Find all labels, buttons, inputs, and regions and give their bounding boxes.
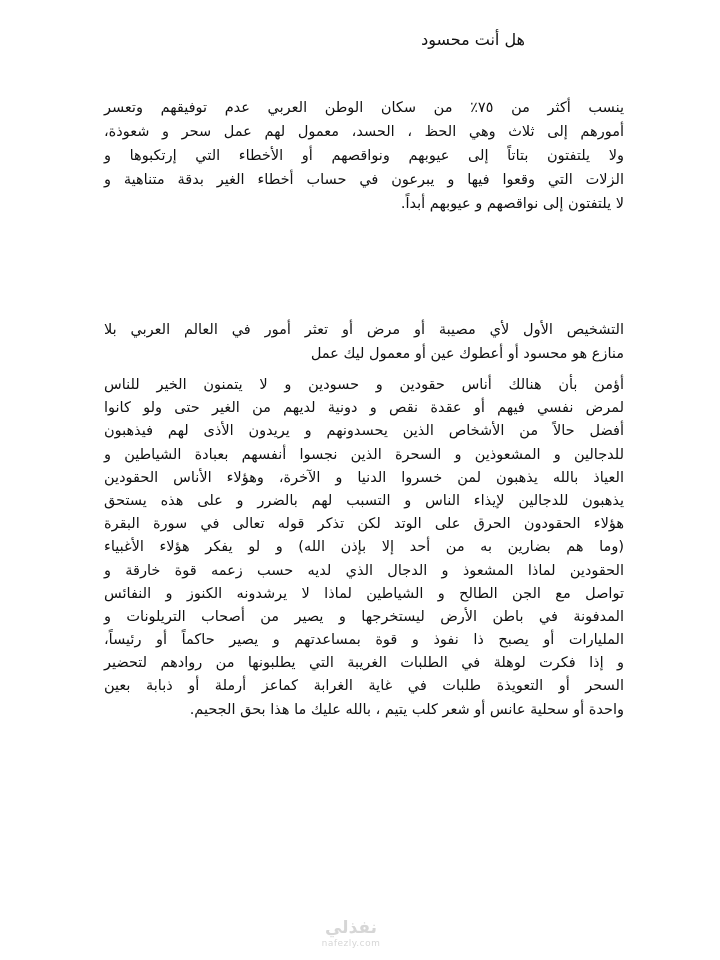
text-line: أمورهم إلى ثلاث وهي الحظ ، الحسد، معمول لهم عمل سحر و شعوذة،	[104, 124, 624, 140]
paragraph-envy-causes	[104, 96, 624, 216]
text-line: للدجالين و المشعوذين و السحرة الذين نجسوا أنفسهم بعبادة الشياطين و	[104, 446, 624, 463]
paragraph-first-diagnosis	[104, 318, 624, 366]
text-line: هؤلاء الحقودون الحرق على الوتد لكن تذكر قوله تعالى في سورة البقرة	[104, 516, 624, 533]
text-line: لمرض نفسي فيهم أو عقدة نقص و دونية لديهم من الغير حتى ولو كانوا	[104, 400, 624, 417]
text-line: أفضل حالاً من الأشخاص الذين يحسدونهم و يريدون الأذى لهم فيذهبون	[104, 423, 624, 440]
nafezly-watermark	[316, 918, 386, 954]
text-line: تواصل مع الجن الطالح و الشياطين لماذا لا يرشدونه الكنوز و النفائس	[104, 585, 624, 602]
text-line: المليارات أو يصبح ذا نفوذ و قوة بمساعدتهم و يصير حاكماً أو رئيساً،	[104, 632, 624, 649]
text-line: السحر أو التعويذة طلبات في غاية الغرابة كماعز أرملة أو ذبابة بعين	[104, 678, 624, 695]
text-line: واحدة أو سحلية عانس أو شعر كلب يتيم ، بالله عليك ما هذا بحق الجحيم.	[189, 701, 624, 718]
text-line: ولا يلتفتون بتاتاً إلى عيوبهم ونواقصهم أو الأخطاء التي إرتكبوها و	[104, 148, 624, 164]
text-line: (وما هم بضارين به من أحد إلا بإذن الله) و لو يفكر هؤلاء الأغبياء	[104, 539, 624, 556]
paragraph-sorcerers	[104, 374, 624, 722]
text-line: لا يلتفتون إلى نواقصهم و عيوبهم أبداً.	[400, 196, 624, 212]
text-line: العياذ بالله يذهبون لمن خسروا الدنيا و الآخرة، وهؤلاء الأناس الحقودين	[104, 469, 624, 486]
text-line: أؤمن بأن هنالك أناس حقودين و حسودين و لا يتمنون الخير للناس	[104, 377, 624, 393]
text-line: الزلات التي وقعوا فيها و يبرعون في حساب أخطاء الغير بدقة متناهية و	[104, 172, 624, 188]
text-line: التشخيص الأول لأي مصيبة أو مرض أو تعثر أمور في العالم العربي بلا	[104, 322, 624, 338]
document-title: هل أنت محسود	[421, 30, 525, 49]
watermark-logo: نفذلي	[324, 918, 378, 938]
text-line: و إذا فكرت لوهلة في الطلبات الغريبة التي يطلبونها من رواد‌هم لتحضير	[104, 655, 624, 672]
text-line: المدفونة في باطن الأرض ليستخرجها و يصير من أصحاب التريلونات و	[104, 608, 624, 625]
watermark-url: nafezly.com	[321, 939, 381, 949]
text-line: ينسب أكثر من ٧٥٪ من سكان الوطن العربي عدم توفيقهم وتعسر	[104, 100, 624, 116]
text-line: الحقودين لماذا المشعوذ و الدجال الذي لديه حسب زعمه قوة خارقة و	[104, 562, 624, 579]
text-line: منازع هو محسود أو أعطوك عين أو معمول ليك عمل	[310, 346, 624, 362]
text-line: يذهبون للدجالين لإيذاء الناس و التسبب لهم بالضرر و على هذه يستحق	[104, 492, 624, 509]
